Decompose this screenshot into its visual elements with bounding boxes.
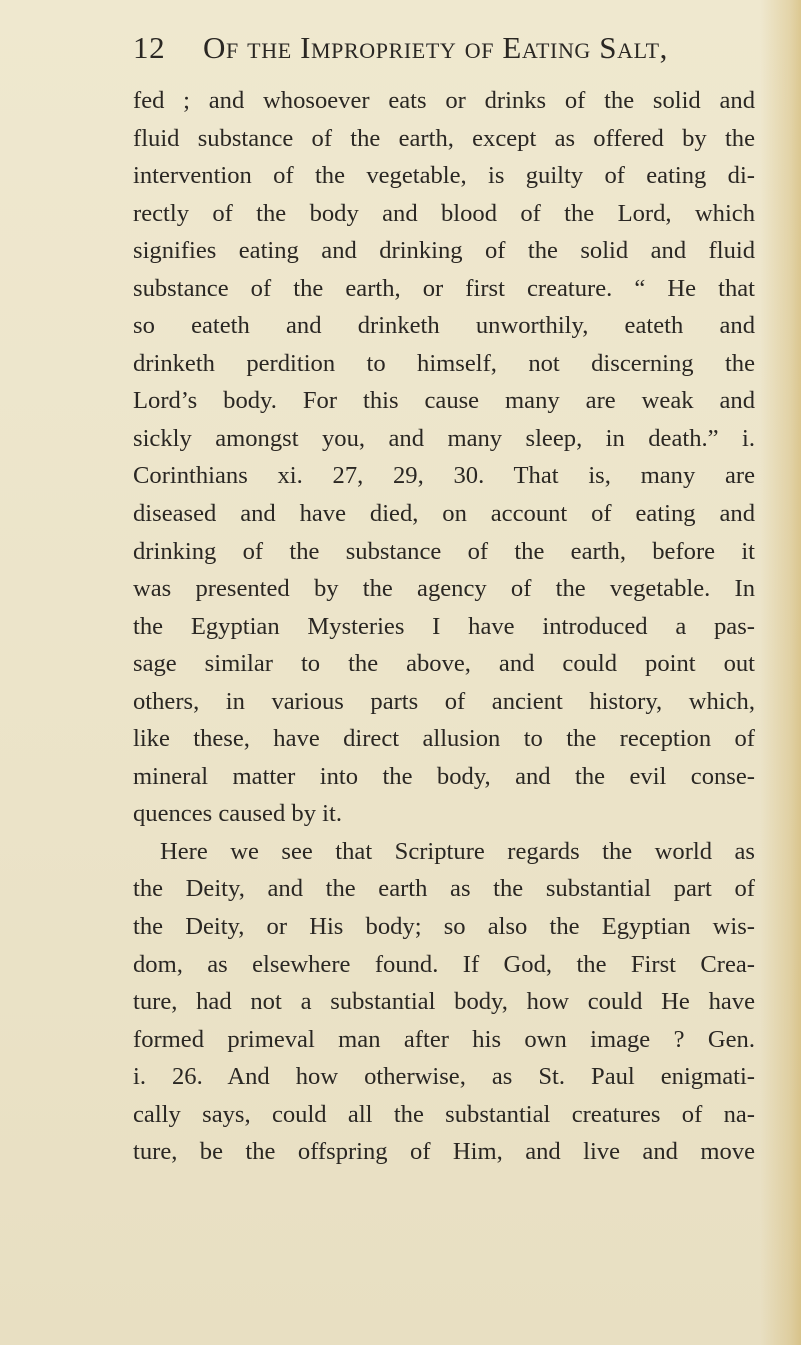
text-line: signifies eating and drinking of the solid and fluid <box>133 237 755 265</box>
text-line: mineral matter into the body, and the evil conse- <box>133 762 755 790</box>
text-line: Lord’s body. For this cause many are weak and <box>133 387 755 415</box>
running-head <box>133 30 753 74</box>
text-line: diseased and have died, on account of eating and <box>133 500 755 528</box>
text-line: sickly amongst you, and many sleep, in death.” i. <box>133 424 755 452</box>
text-line: fed ; and whosoever eats or drinks of the solid and <box>133 87 755 114</box>
paragraph-1 <box>133 82 755 833</box>
text-line: ture, be the offspring of Him, and live and move <box>133 1138 755 1166</box>
text-line: cally says, could all the substantial creatures of na- <box>133 1100 755 1128</box>
body-text <box>133 82 755 1171</box>
text-line: intervention of the vegetable, is guilty of eating di- <box>133 162 755 190</box>
text-line: the Deity, or His body; so also the Egyptian wis- <box>133 913 755 941</box>
text-line: the Deity, and the earth as the substantial part of <box>133 875 755 903</box>
text-line: others, in various parts of ancient history, which, <box>133 687 755 715</box>
running-head-title: Of the Impropriety of Eating Salt, <box>203 30 669 65</box>
page-number: 12 <box>133 30 166 65</box>
text-line: quences caused by it. <box>133 800 342 828</box>
text-line: ture, had not a substantial body, how could He have <box>133 988 755 1016</box>
text-line: rectly of the body and blood of the Lord, which <box>133 199 755 227</box>
text-line: the Egyptian Mysteries I have introduced a pas- <box>133 612 755 640</box>
text-line: formed primeval man after his own image ? Gen. <box>133 1025 755 1053</box>
text-line: was presented by the agency of the vegetable. In <box>133 575 755 603</box>
text-line: i. 26. And how otherwise, as St. Paul enigmati- <box>133 1063 755 1091</box>
text-line: drinketh perdition to himself, not discerning the <box>133 349 755 377</box>
text-line: drinking of the substance of the earth, before it <box>133 537 755 565</box>
text-line: substance of the earth, or first creature. “ He that <box>133 274 755 302</box>
text-line: like these, have direct allusion to the reception of <box>133 725 755 753</box>
text-line: Corinthians xi. 27, 29, 30. That is, many are <box>133 462 755 490</box>
text-line: sage similar to the above, and could point out <box>133 650 755 678</box>
paragraph-2 <box>133 833 755 1171</box>
text-line: fluid substance of the earth, except as offered by the <box>133 124 755 152</box>
text-line: dom, as elsewhere found. If God, the First Crea- <box>133 950 755 978</box>
text-line: Here we see that Scripture regards the world as <box>160 837 755 865</box>
text-line: so eateth and drinketh unworthily, eateth and <box>133 312 755 340</box>
